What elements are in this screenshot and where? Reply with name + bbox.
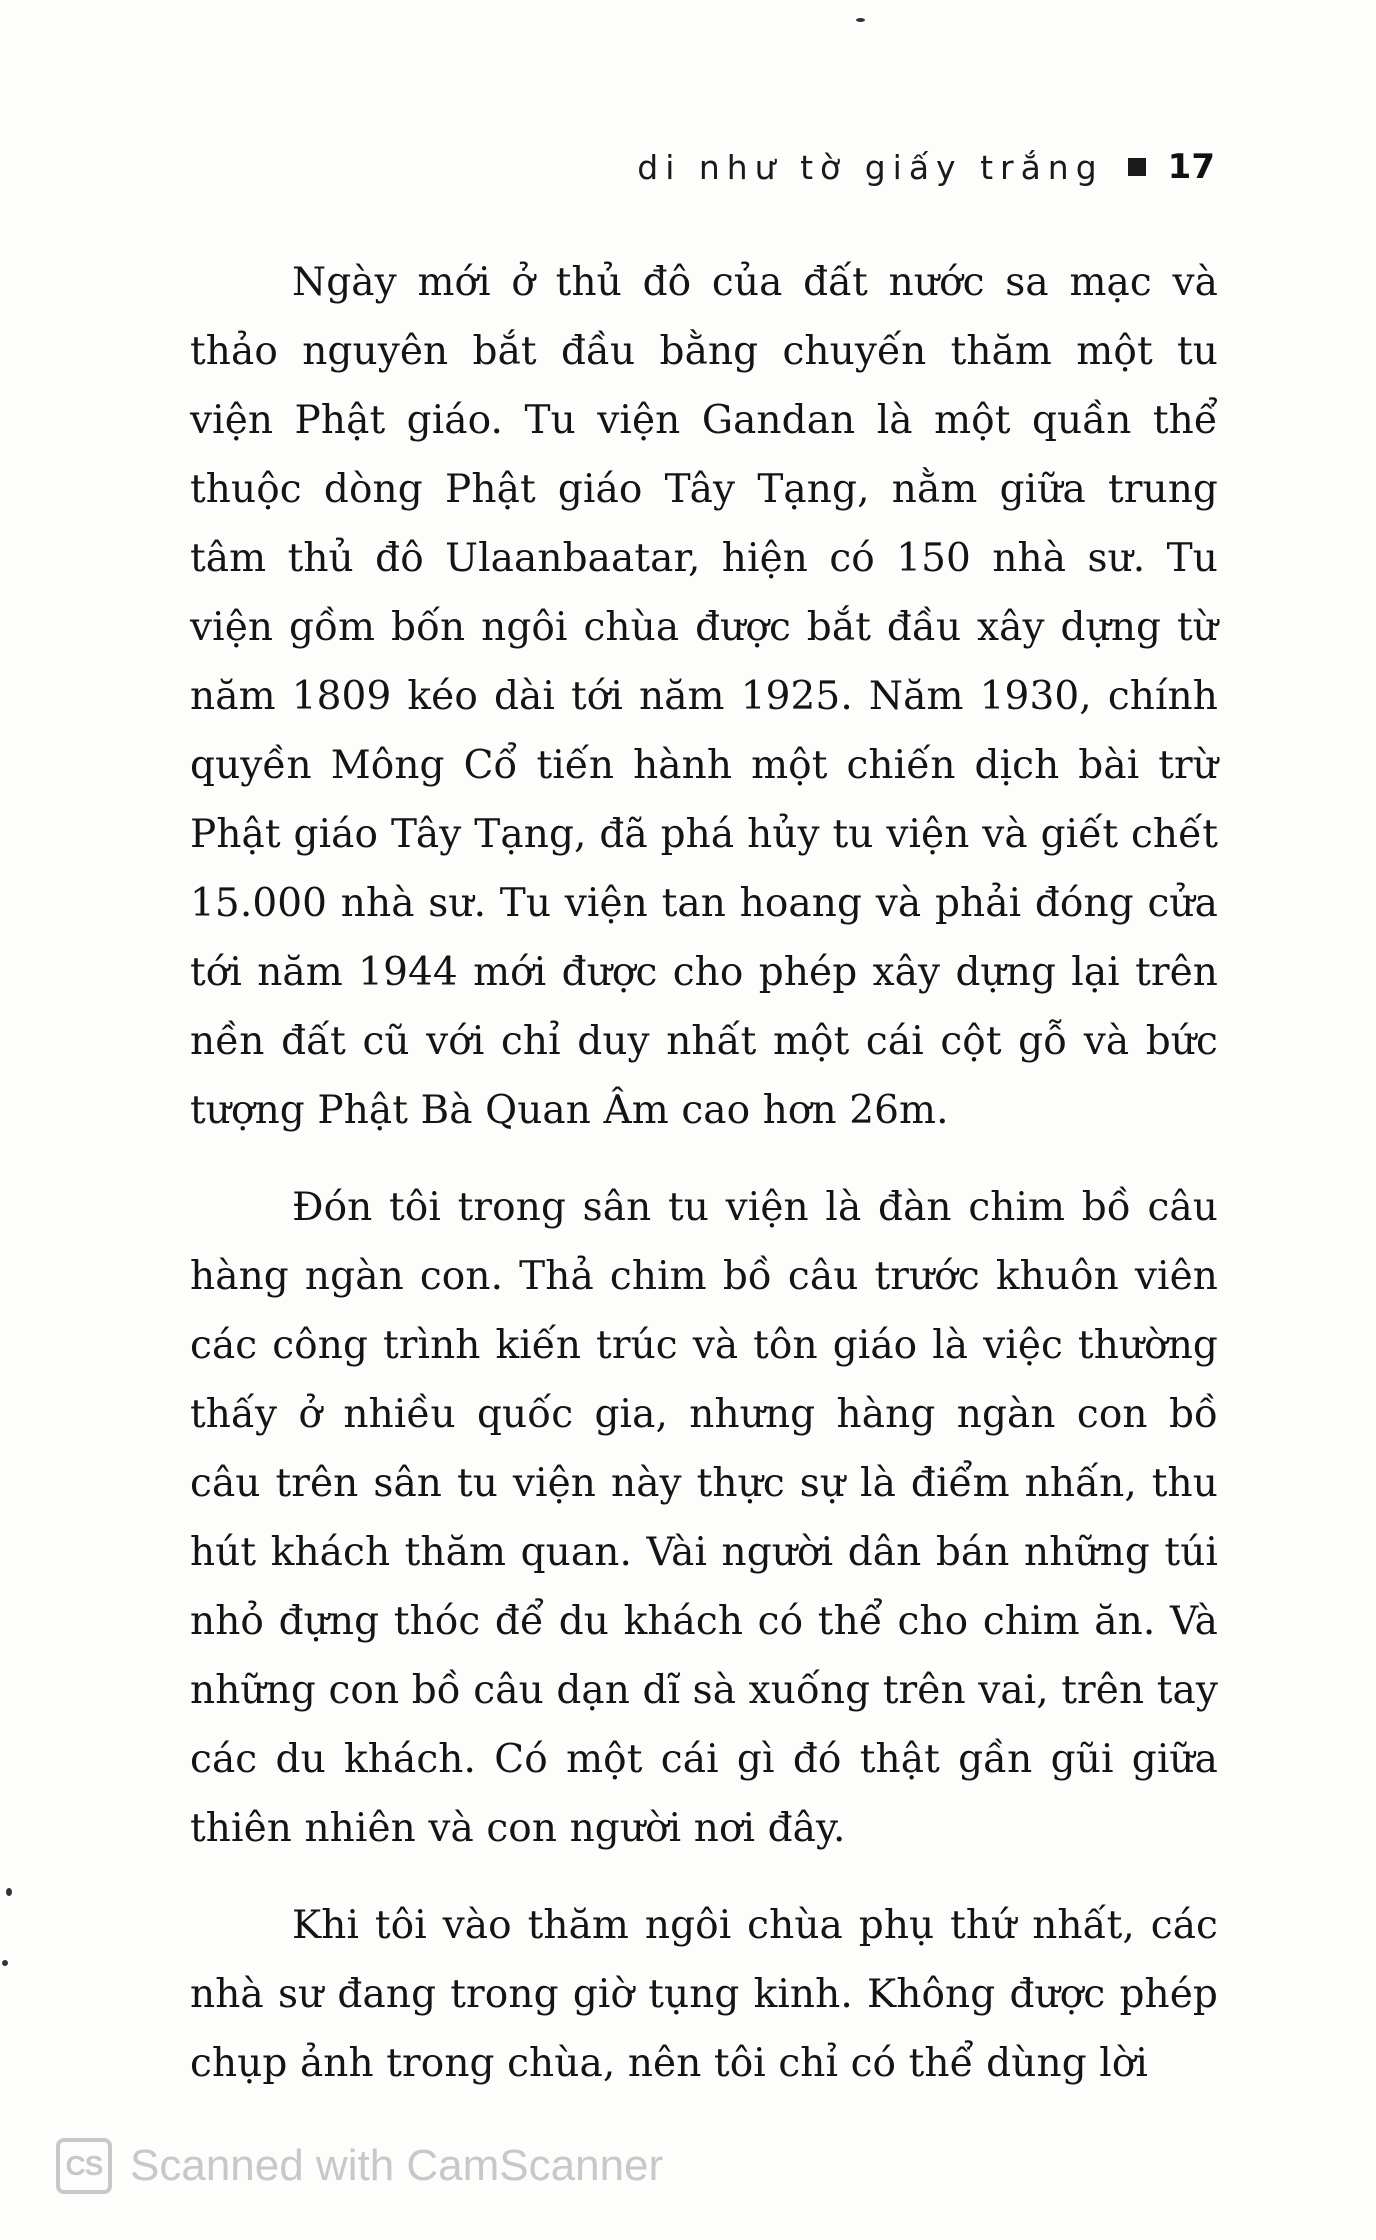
scan-speck: [6, 1888, 12, 1896]
scan-speck: [2, 1960, 8, 1966]
page-header: [600, 142, 1215, 192]
scan-speck: [856, 18, 865, 22]
paragraph-1: Ngày mới ở thủ đô của đất nước sa mạc và thảo nguyên bắt đầu bằng chuyến thăm một tu viện Phật giáo. Tu viện Gandan là một quần thể thuộc dòng Phật giáo Tây Tạng, nằm giữa trung tâm thủ đô Ulaanbaatar, hiện có 150 nhà sư. Tu viện gồm bốn ngôi chùa được bắt đầu xây dựng từ năm 1809 kéo dài tới năm 1925. Năm 1930, chính quyền Mông Cổ tiến hành một chiến dịch bài trừ Phật giáo Tây Tạng, đã phá hủy tu viện và giết chết 15.000 nhà sư. Tu viện tan hoang và phải đóng cửa tới năm 1944 mới được cho phép xây dựng lại trên nền đất cũ với chỉ duy nhất một cái cột gỗ và bức tượng Phật Bà Quan Âm cao hơn 26m.: [190, 260, 1218, 1133]
camscanner-watermark: [56, 2136, 663, 2196]
watermark-text: Scanned with CamScanner: [130, 2141, 664, 2190]
body-text: [190, 248, 1218, 2098]
camscanner-logo-icon: CS: [56, 2138, 112, 2194]
paragraph-2: Đón tôi trong sân tu viện là đàn chim bồ câu hàng ngàn con. Thả chim bồ câu trước khuôn viên các công trình kiến trúc và tôn giáo là việc thường thấy ở nhiều quốc gia, nhưng hàng ngàn con bồ câu trên sân tu viện này thực sự là điểm nhấn, thu hút khách thăm quan. Vài người dân bán những túi nhỏ đựng thóc để du khách có thể cho chim ăn. Và những con bồ câu dạn dĩ sà xuống trên vai, trên tay các du khách. Có một cái gì đó thật gần gũi giữa thiên nhiên và con người nơi đây.: [190, 1185, 1218, 1851]
page-number: 17: [1167, 147, 1215, 187]
running-title: di như tờ giấy trắng: [637, 147, 1104, 187]
paragraph-3: Khi tôi vào thăm ngôi chùa phụ thứ nhất, các nhà sư đang trong giờ tụng kinh. Không được phép chụp ảnh trong chùa, nên tôi chỉ có thể dùng lời: [190, 1903, 1218, 2086]
header-square-icon: [1128, 158, 1146, 176]
